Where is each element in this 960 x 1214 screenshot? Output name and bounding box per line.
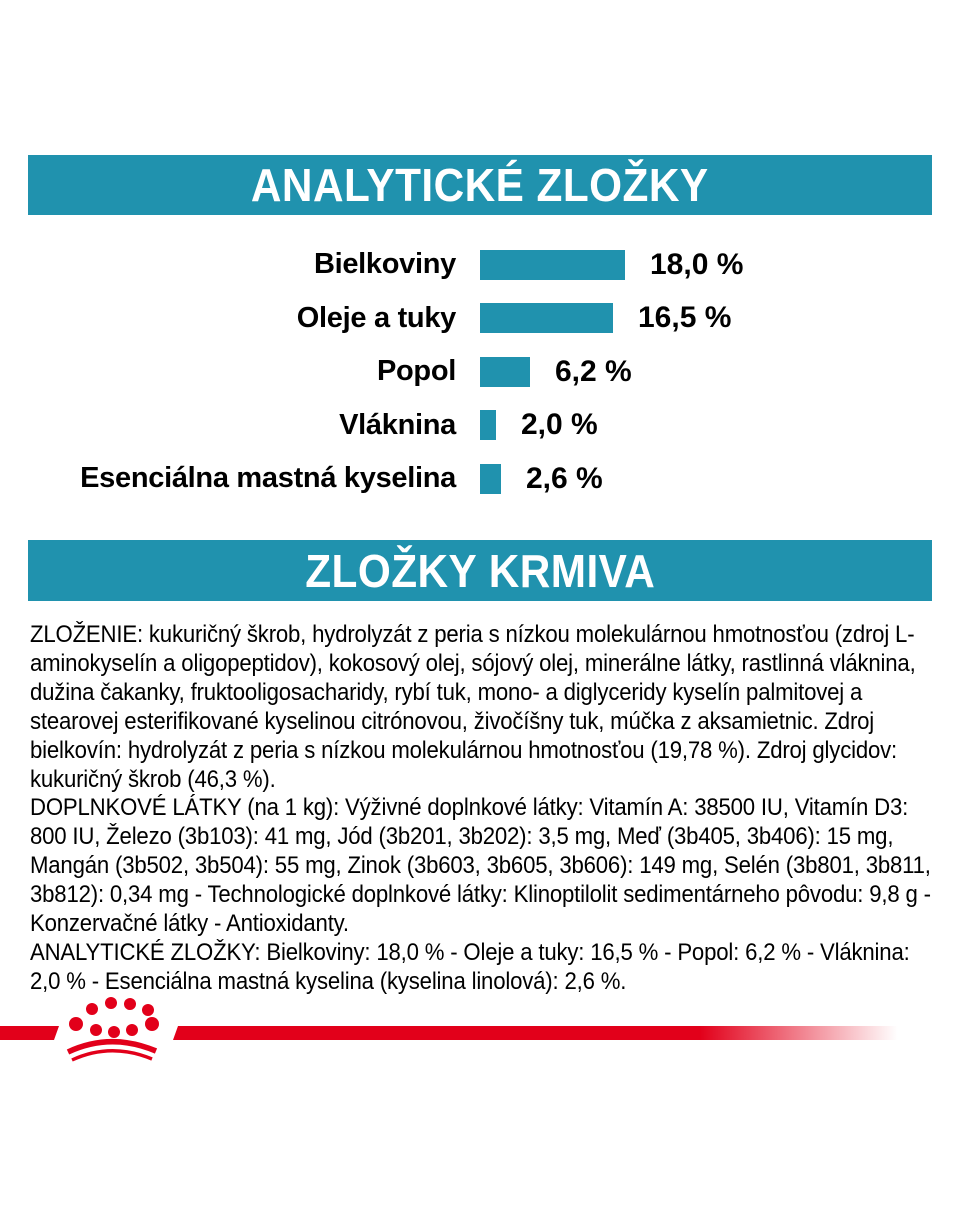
chart-value-label: 18,0 % xyxy=(650,247,744,281)
chart-row xyxy=(30,452,930,506)
chart-bar xyxy=(480,250,625,280)
chart-value-label: 2,6 % xyxy=(526,461,603,495)
chart-row xyxy=(30,345,930,399)
composition-text-block xyxy=(30,621,936,997)
footer-red-line-left xyxy=(0,1026,59,1040)
chart-value-label: 6,2 % xyxy=(555,354,632,388)
chart-category-label: Esenciálna mastná kyselina xyxy=(80,462,456,495)
chart-category-label: Vláknina xyxy=(339,408,456,441)
chart-category-label: Oleje a tuky xyxy=(296,301,456,334)
analytic-section-title: ANALYTICKÉ ZLOŽKY xyxy=(251,159,709,211)
chart-value-label: 16,5 % xyxy=(638,301,732,335)
royal-canin-crown-icon xyxy=(59,997,163,1065)
composition-paragraph: DOPLNKOVÉ LÁTKY (na 1 kg): Výživné doplnkové látky: Vitamín A: 38500 IU, Vitamín D3: 800 IU, Železo (3b103): 41 mg, Jód (3b201, 3b202): 3,5 mg, Meď (3b405, 3b406): 15 mg, Mangán (3b502, 3b504): 55 mg, Zinok (3b603, 3b605, 3b606): 149 mg, Selén (3b801, 3b811, 3b812): 0,34 mg - Technologické doplnkové látky: Klinoptilolit sedimentárneho pôvodu: 9,8 g - Konzervačné látky - Antioxidanty. xyxy=(30,794,931,938)
chart-bar xyxy=(480,303,613,333)
chart-row xyxy=(30,238,930,292)
ingredients-section-title: ZLOŽKY KRMIVA xyxy=(304,544,656,597)
analytic-chart xyxy=(30,238,930,506)
ingredients-section-header xyxy=(28,540,932,601)
chart-row xyxy=(30,292,930,346)
chart-bar xyxy=(480,464,501,494)
chart-bar xyxy=(480,357,530,387)
footer-red-line-right xyxy=(173,1026,905,1040)
chart-value-label: 2,0 % xyxy=(521,408,598,442)
analytic-section-header xyxy=(28,155,932,215)
composition-paragraph: ZLOŽENIE: kukuričný škrob, hydrolyzát z peria s nízkou molekulárnou hmotnosťou (zdroj L-aminokyselín a oligopeptidov), kokosový olej, sójový olej, minerálne látky, rastlinná vláknina, dužina čakanky, fruktooligosacharidy, rybí tuk, mono- a diglyceridy kyselín palmitovej a stearovej esterifikované kyselinou citrónovou, živočíšny tuk, múčka z aksamietnic. Zdroj bielkovín: hydrolyzát z peria s nízkou molekulárnou hmotnosťou (19,78 %). Zdroj glycidov: kukuričný škrob (46,3 %). xyxy=(30,621,916,793)
chart-category-label: Bielkoviny xyxy=(313,248,456,281)
chart-bar xyxy=(480,410,496,440)
chart-row xyxy=(30,399,930,453)
composition-paragraph: ANALYTICKÉ ZLOŽKY: Bielkoviny: 18,0 % - Oleje a tuky: 16,5 % - Popol: 6,2 % - Vláknina: 2,0 % - Esenciálna mastná kyselina (kyselina linolová): 2,6 %. xyxy=(30,938,910,995)
chart-category-label: Popol xyxy=(376,355,456,388)
